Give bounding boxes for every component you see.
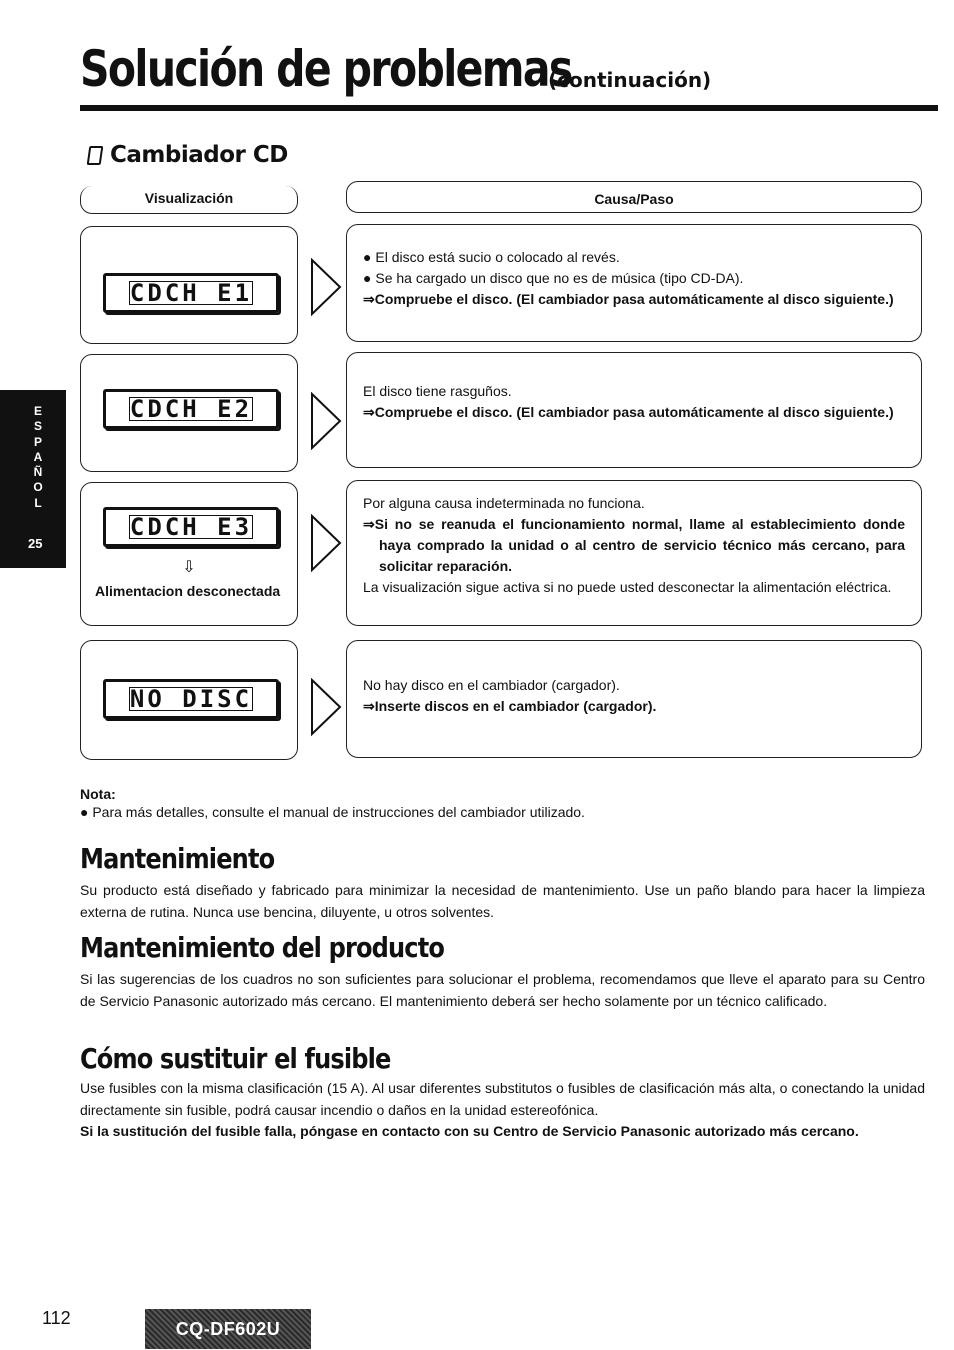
page-title [80, 40, 712, 98]
page-title-suffix: (continuación) [548, 68, 712, 92]
cause-box-3 [346, 480, 922, 626]
cause-line: Por alguna causa indeterminada no funciona. [363, 495, 645, 511]
cause-line: No hay disco en el cambiador (cargador). [363, 677, 620, 693]
page-title-main: Solución de problemas [80, 40, 572, 98]
cause-line: ● Se ha cargado un disco que no es de música (tipo CD-DA). [363, 270, 744, 286]
cause-action: ⇒Inserte discos en el cambiador (cargador). [363, 698, 657, 714]
arrow-right-icon [310, 678, 342, 736]
display-box-3 [80, 482, 298, 626]
cause-action: ⇒Compruebe el disco. (El cambiador pasa automáticamente al disco siguiente.) [363, 291, 894, 307]
page-number: 112 [42, 1308, 71, 1328]
text-fusible: Use fusibles con la misma clasificación (15 A). Al usar diferentes substitutos o fusibles de clasificación más alta, o conectando la unidad directamente sin fusible, podrá causar incendio o daños en la unidad estereofónica. [80, 1080, 925, 1118]
lcd-text-3: CDCH E3 [127, 513, 255, 541]
display-note: Alimentacion desconectada [95, 583, 281, 599]
checkbox-icon [87, 146, 104, 165]
nota-text: ● Para más detalles, consulte el manual de instrucciones del cambiador utilizado. [80, 804, 585, 820]
lcd-display-3 [103, 507, 279, 547]
side-tab-letters: E S P A Ñ O L [33, 404, 43, 510]
arrow-right-icon [310, 514, 342, 572]
arrow-right-icon [310, 392, 342, 450]
lcd-text-2: CDCH E2 [127, 395, 255, 423]
cause-box-2 [346, 352, 922, 468]
warning-fusible: Si la sustitución del fusible falla, póngase en contacto con su Centro de Servicio Panasonic autorizado más cercano. [80, 1123, 859, 1139]
language-side-tab [0, 390, 66, 568]
side-tab-number: 25 [28, 536, 43, 551]
column-header-display: Visualización [80, 186, 298, 214]
lcd-display-1 [103, 273, 279, 313]
nota-label: Nota: [80, 786, 116, 802]
cause-line: La visualización sigue activa si no puede usted desconectar la alimentación eléctrica. [363, 579, 892, 595]
text-mantenimiento-producto: Si las sugerencias de los cuadros no son suficientes para solucionar el problema, recomendamos que lleve el aparato para su Centro de Servicio Panasonic autorizado más cercano. El mantenimiento deberá ser hecho solamente por un técnico calificado. [80, 971, 925, 1009]
cause-box-1 [346, 224, 922, 342]
section-heading [88, 142, 288, 168]
lcd-text-1: CDCH E1 [127, 279, 255, 307]
heading-mantenimiento-producto: Mantenimiento del producto [80, 931, 445, 964]
cause-box-4 [346, 640, 922, 758]
display-box-4 [80, 640, 298, 760]
lcd-display-4 [103, 679, 279, 719]
lcd-text-4: NO DISC [127, 685, 255, 713]
model-badge: CQ-DF602U [145, 1309, 311, 1349]
column-header-cause: Causa/Paso [346, 181, 922, 213]
cause-action: ⇒Compruebe el disco. (El cambiador pasa automáticamente al disco siguiente.) [363, 404, 894, 420]
heading-mantenimiento: Mantenimiento [80, 842, 275, 875]
section-title: Cambiador CD [110, 142, 288, 168]
heading-fusible: Cómo sustituir el fusible [80, 1042, 391, 1075]
text-mantenimiento: Su producto está diseñado y fabricado para minimizar la necesidad de mantenimiento. Use un paño blando para hacer la limpieza externa de rutina. Nunca use bencina, diluyente, u otros solventes. [80, 882, 925, 920]
arrow-right-icon [310, 258, 342, 316]
cause-line: El disco tiene rasguños. [363, 383, 512, 399]
cause-action: ⇒Si no se reanuda el funcionamiento normal, llame al establecimiento donde haya comprado la unidad o al centro de servicio técnico más cercano, para solicitar reparación. [363, 516, 905, 574]
lcd-display-2 [103, 389, 279, 429]
title-rule [80, 105, 938, 111]
arrow-down-icon: ⇩ [182, 559, 196, 576]
display-box-1 [80, 226, 298, 344]
display-box-2 [80, 354, 298, 472]
cause-line: ● El disco está sucio o colocado al revés. [363, 249, 620, 265]
